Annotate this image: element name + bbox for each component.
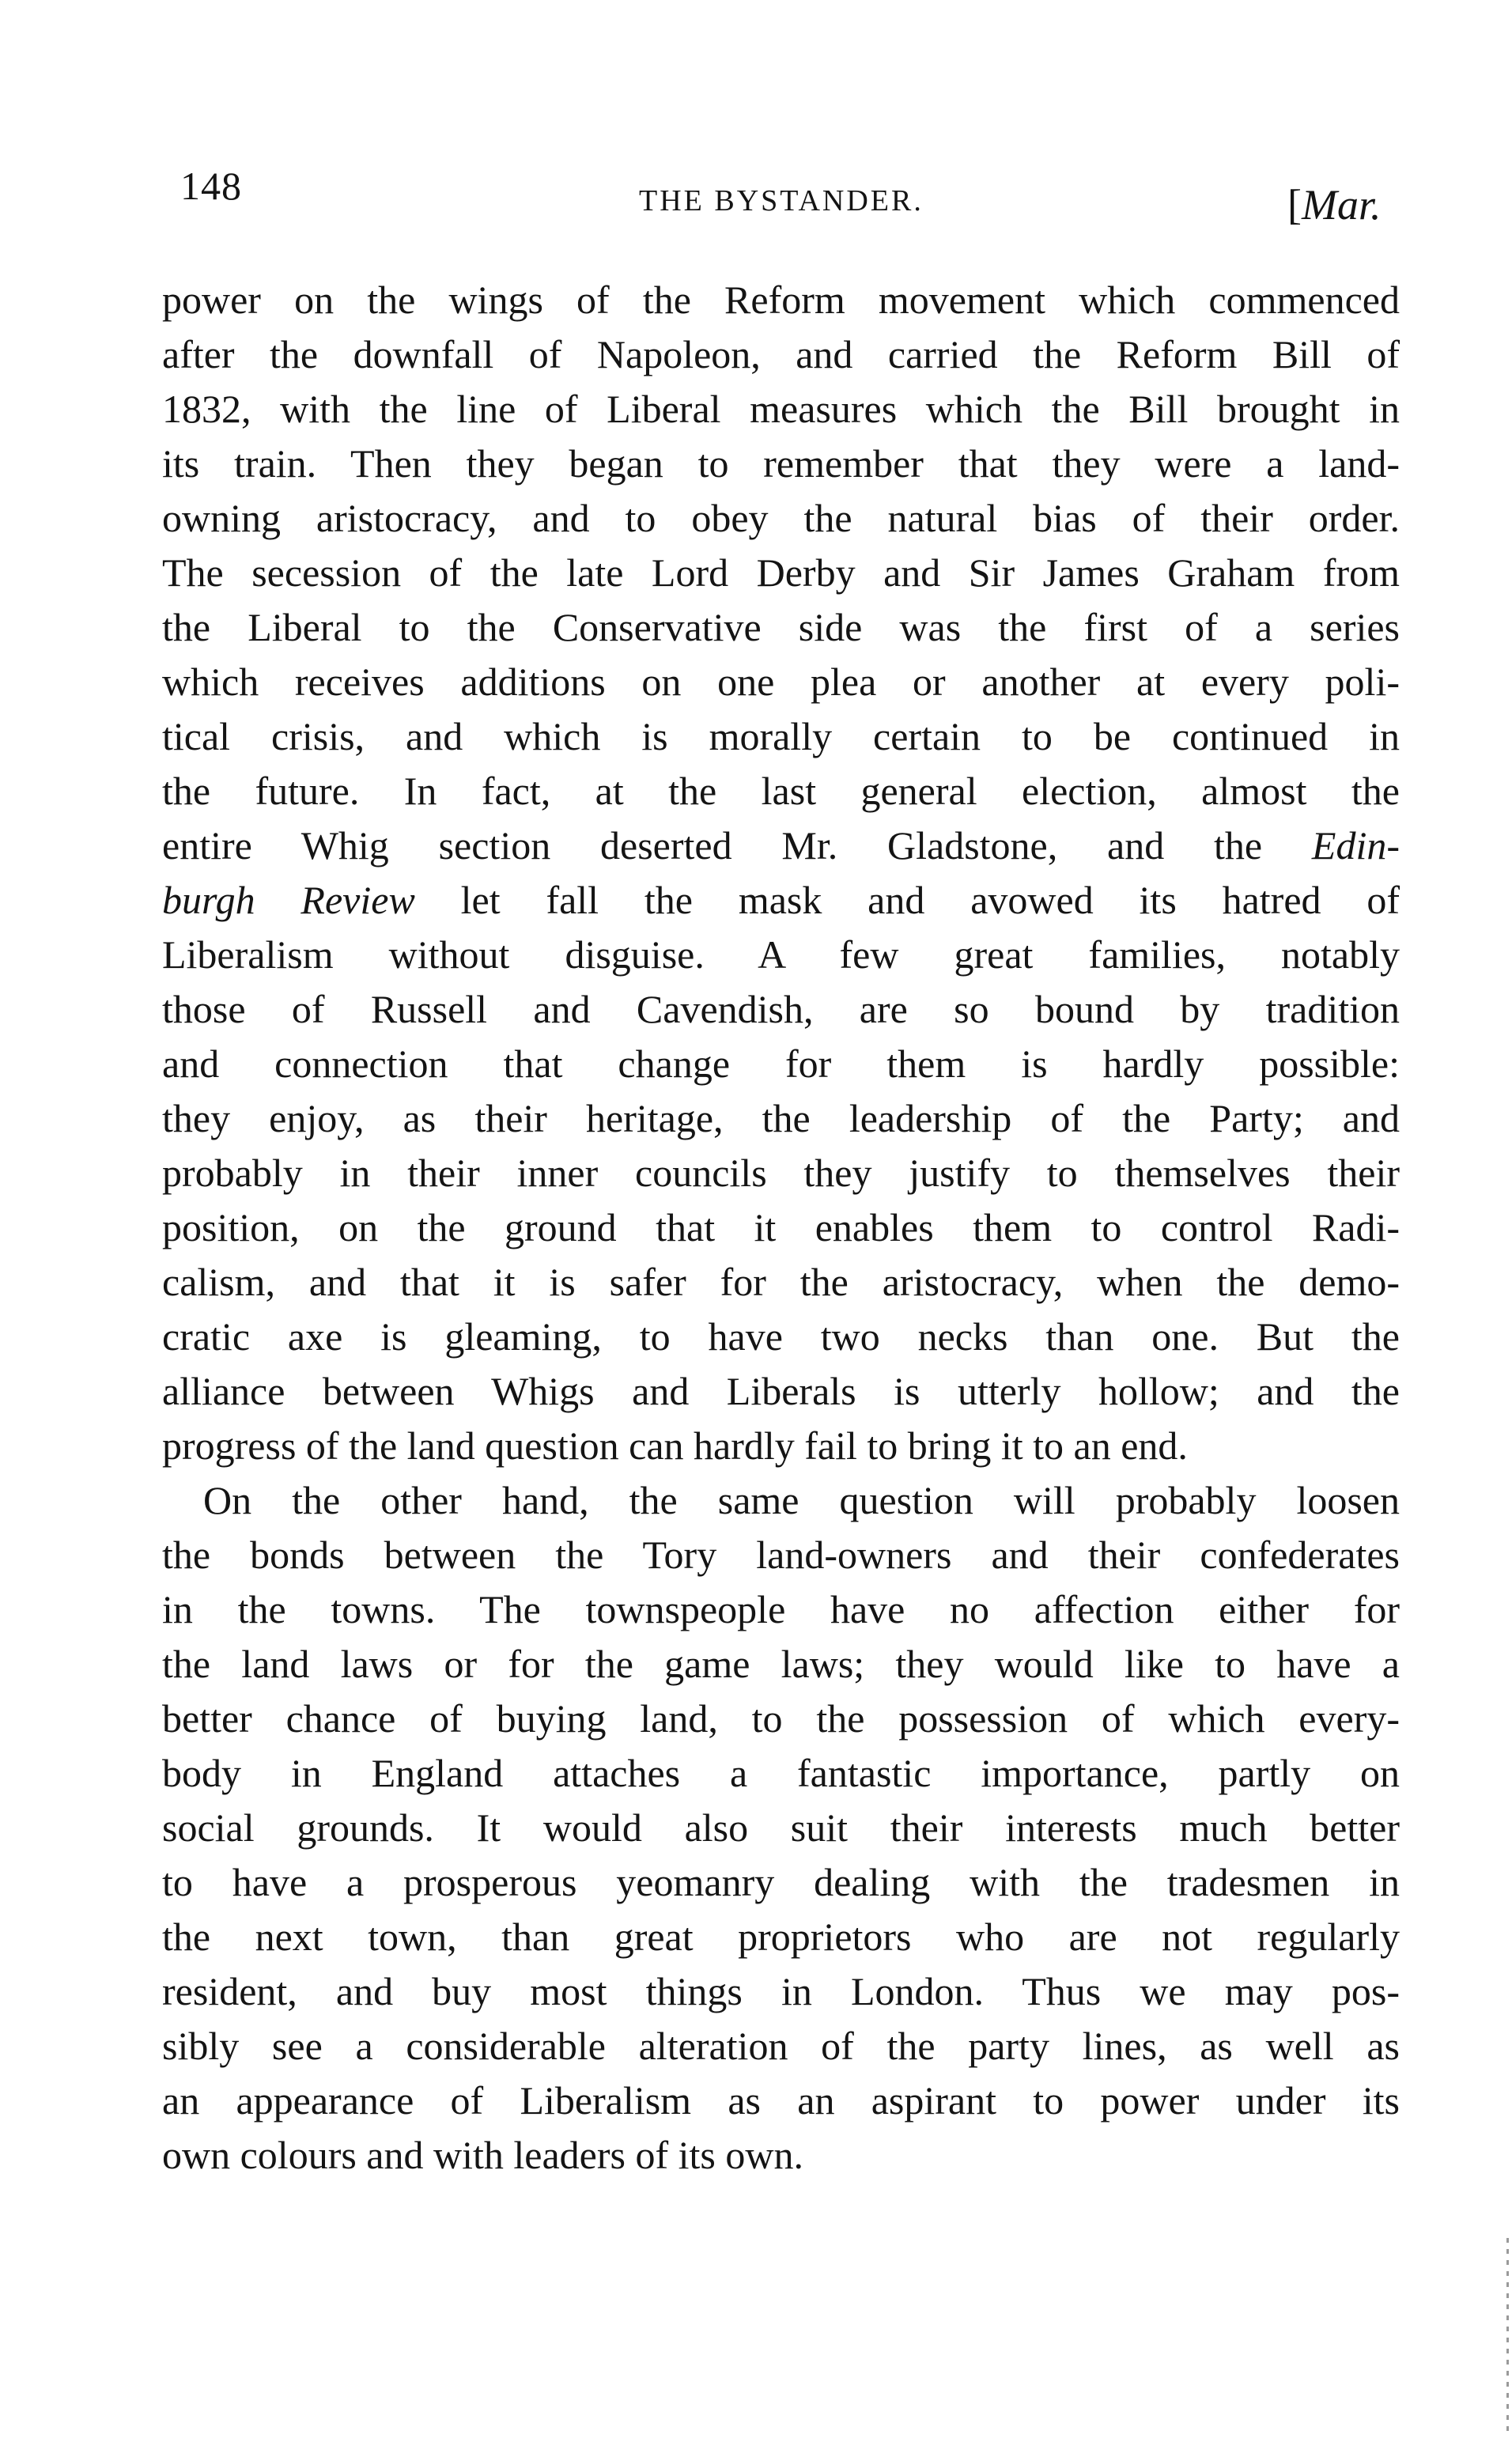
text-line: to have a prosperous yeomanry dealing with the tradesmen in [162,1860,1400,1904]
text-line: social grounds. It would also suit their interests much better [162,1805,1400,1850]
text-line: owning aristocracy, and to obey the natural bias of their order. [162,496,1400,540]
text-line: tical crisis, and which is morally certain to be continued in [162,714,1400,758]
page-edge-mark [1506,2238,1509,2436]
running-title: THE BYSTANDER. [639,184,924,217]
text-line: calism, and that it is safer for the aristocracy, when the demo- [162,1260,1400,1304]
text-segment: let fall the mask and avowed its hatred of [460,878,1400,922]
text-line: in the towns. The townspeople have no affection either for [162,1587,1400,1631]
text-line: better chance of buying land, to the possession of which every- [162,1696,1400,1741]
text-line: the bonds between the Tory land-owners and their confederates [162,1533,1400,1577]
italic-title-part: Edin- [1311,823,1400,868]
text-line [162,818,1400,873]
text-line: its train. Then they began to remember that they were a land- [162,441,1400,486]
text-line: the Liberal to the Conservative side was the first of a series [162,605,1400,649]
page-number: 148 [180,164,242,208]
text-line: after the downfall of Napoleon, and carried the Reform Bill of [162,332,1400,376]
text-line: sibly see a considerable alteration of the party lines, as well as [162,2024,1400,2068]
text-line: and connection that change for them is hardly possible: [162,1041,1400,1086]
running-month [1287,180,1382,229]
text-line: Liberalism without disguise. A few great families, notably [162,932,1400,977]
running-head [180,163,1414,234]
text-line: power on the wings of the Reform movement which commenced [162,278,1400,322]
text-line: The secession of the late Lord Derby and Sir James Graham from [162,550,1400,595]
text-line: the future. In fact, at the last general election, almost the [162,769,1400,813]
running-month-bracket: [ [1287,181,1302,229]
text-line: own colours and with leaders of its own. [162,2133,803,2177]
text-line: the land laws or for the game laws; they would like to have a [162,1642,1400,1686]
text-line: resident, and buy most things in London. Thus we may pos- [162,1969,1400,2013]
text-line: cratic axe is gleaming, to have two necks than one. But the [162,1314,1400,1359]
running-month-label: Mar. [1301,181,1382,229]
text-line: those of Russell and Cavendish, are so bound by tradition [162,987,1400,1031]
text-line: an appearance of Liberalism as an aspirant to power under its [162,2078,1400,2123]
text-line: position, on the ground that it enables them to control Radi- [162,1205,1400,1249]
text-line [162,873,1400,928]
text-line: 1832, with the line of Liberal measures which the Bill brought in [162,387,1400,431]
text-line: alliance between Whigs and Liberals is utterly hollow; and the [162,1369,1400,1413]
text-line: progress of the land question can hardly fail to bring it to an end. [162,1423,1188,1468]
body-text [162,273,1400,2183]
text-line: body in England attaches a fantastic importance, partly on [162,1751,1400,1795]
text-line: the next town, than great proprietors who are not regularly [162,1915,1400,1959]
text-line: which receives additions on one plea or another at every poli- [162,660,1400,704]
text-line: probably in their inner councils they justify to themselves their [162,1151,1400,1195]
italic-title-part: burgh Review [162,878,415,922]
text-line: they enjoy, as their heritage, the leadership of the Party; and [162,1096,1400,1140]
text-segment: entire Whig section deserted Mr. Gladstone, and the [162,823,1263,868]
text-line: On the other hand, the same question will probably loosen [203,1478,1400,1522]
